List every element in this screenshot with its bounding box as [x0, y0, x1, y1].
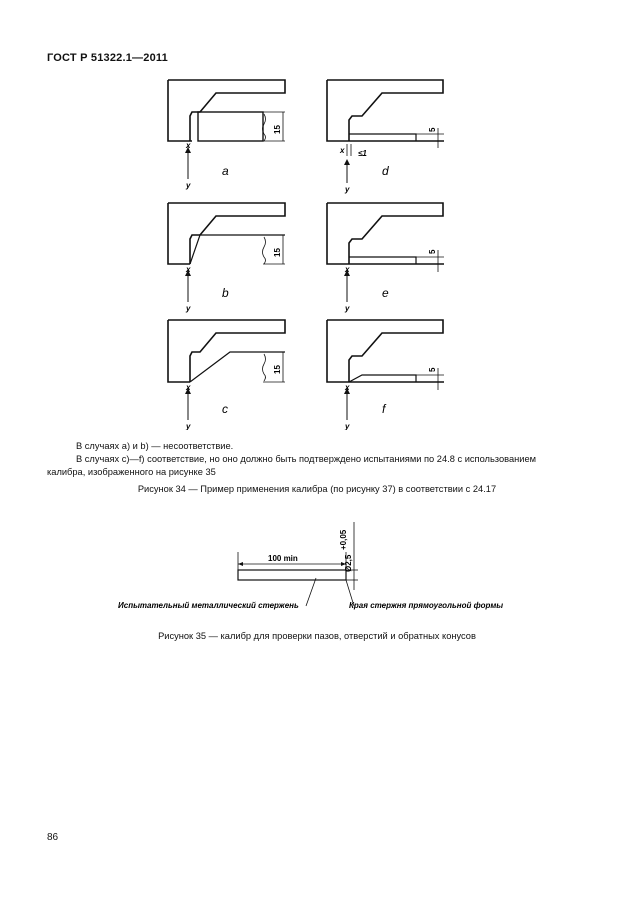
- panel-a-axis-y: y: [186, 181, 191, 190]
- panel-d-dimension: 5: [428, 127, 437, 132]
- panel-d-axis-x: x: [340, 146, 345, 155]
- panel-f-axis-x: x: [345, 383, 350, 392]
- page-number: 86: [47, 832, 59, 843]
- panel-f-dimension: 5: [428, 367, 437, 372]
- panel-d-extra: ≤1: [358, 149, 367, 158]
- panel-c-label: c: [222, 402, 228, 416]
- panel-f-axis-y: y: [345, 422, 350, 430]
- panel-d-axis-y: y: [345, 185, 350, 194]
- figure-34-drawings: [150, 78, 470, 430]
- panel-e-label: e: [382, 286, 389, 300]
- gauge-length-label: 100 min: [268, 554, 298, 563]
- body-paragraph-1: В случаях а) и b) — несоответствие.: [76, 441, 234, 451]
- panel-a-axis-x: x: [186, 141, 191, 150]
- panel-c-axis-y: y: [186, 422, 191, 430]
- figure-34-caption: Рисунок 34 — Пример применения калибра (по рисунку 37) в соответствии с 24.17: [137, 484, 497, 494]
- body-paragraph-2: В случаях c)—f) соответствие, но оно должно быть подтверждено испытаниями по 24.8 с использованием: [76, 454, 537, 464]
- panel-e-dimension: 5: [428, 249, 437, 254]
- panel-a-label: a: [222, 164, 229, 178]
- figure-35-gauge-drawing: [110, 518, 530, 618]
- panel-b-dimension: 15: [273, 248, 282, 257]
- gauge-label-edges: Края стержня прямоугольной формы: [349, 601, 504, 610]
- gauge-tolerance-label: +0,05: [339, 529, 348, 550]
- gauge-diameter-label: Ø2,5: [344, 554, 353, 572]
- panel-a-dimension: 15: [273, 125, 282, 134]
- panel-c-dimension: 15: [273, 365, 282, 374]
- panel-e-axis-y: y: [345, 304, 350, 313]
- panel-d-label: d: [382, 164, 389, 178]
- panel-b-axis-x: x: [186, 265, 191, 274]
- body-paragraph-3: калибра, изображенного на рисунке 35: [47, 467, 216, 477]
- panel-f: [327, 320, 444, 420]
- panel-b-label: b: [222, 286, 229, 300]
- panel-b-axis-y: y: [186, 304, 191, 313]
- gauge-label-rod: Испытательный металлический стержень: [118, 601, 299, 610]
- panel-c-axis-x: x: [186, 383, 191, 392]
- figure-35-caption: Рисунок 35 — калибр для проверки пазов, отверстий и обратных конусов: [158, 631, 476, 641]
- panel-f-label: f: [382, 402, 386, 416]
- panel-e-axis-x: x: [345, 265, 350, 274]
- document-header: ГОСТ Р 51322.1—2011: [47, 52, 168, 64]
